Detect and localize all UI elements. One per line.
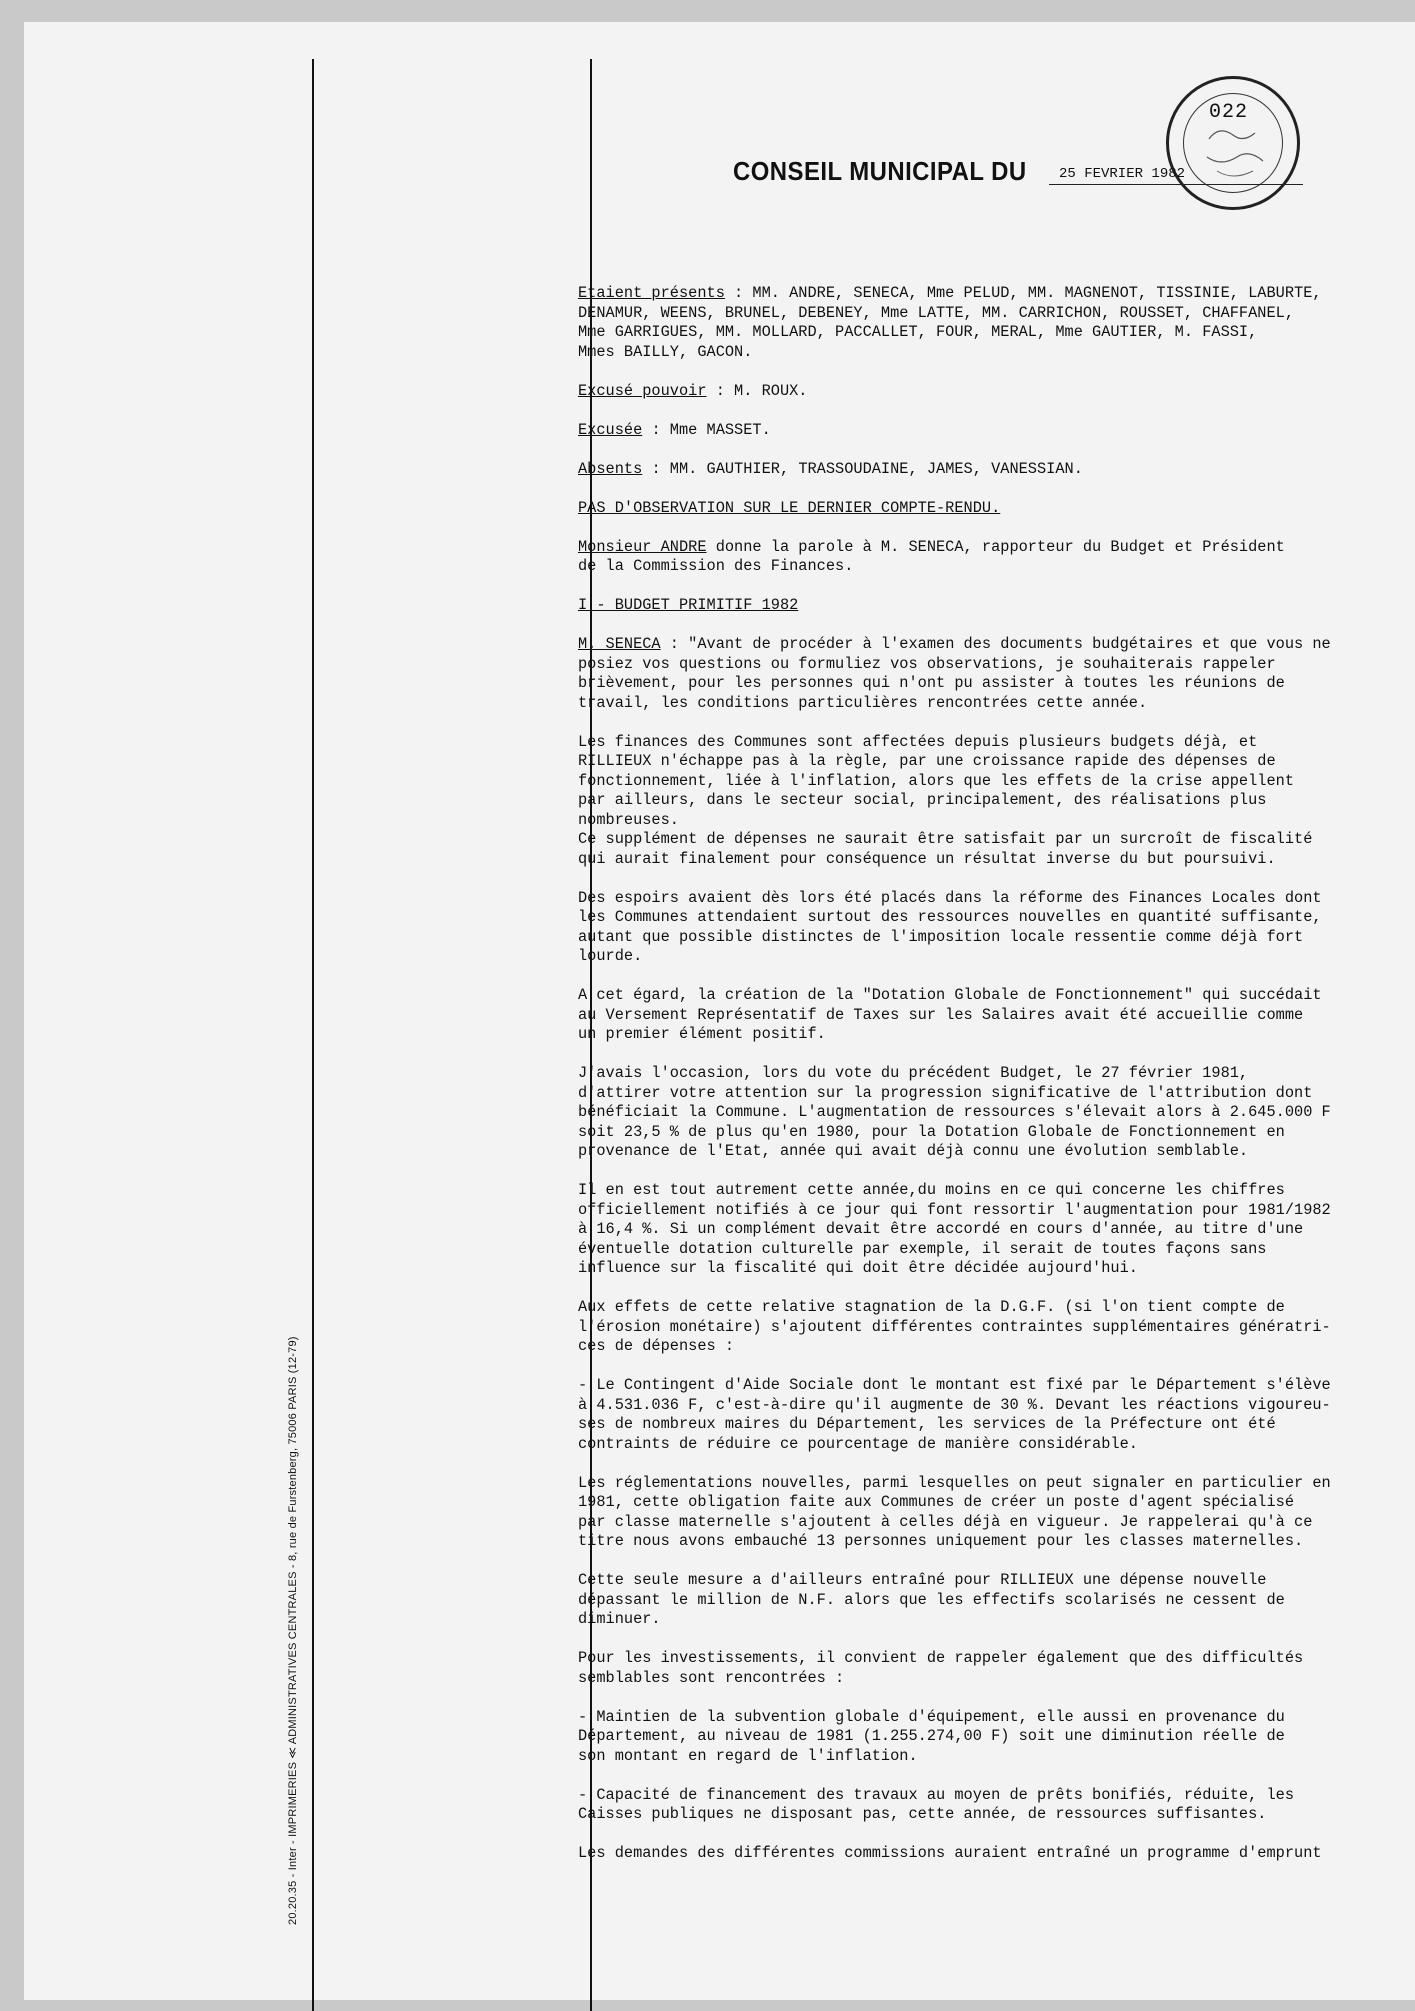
paragraph (578, 538, 1396, 577)
paragraph (578, 1474, 1396, 1552)
paragraph-text: Les réglementations nouvelles, parmi lesquelles on peut signaler en particulier en 1981, cette obligation faite aux Communes de créer un poste d'agent spécialisé par classe maternelle s'ajoutent à celles déjà en vigueur. Je rappelerai qu'à ce titre nous avons embauché 13 personnes uniquement pour les classes maternelles. (578, 1473, 1331, 1550)
paragraph-text: Pour les investissements, il convient de rappeler également que des difficultés semblables sont rencontrées : (578, 1649, 1304, 1687)
minutes-body (578, 284, 1396, 1883)
page-title: CONSEIL MUNICIPAL DU (733, 156, 1027, 186)
paragraph-text: Des espoirs avaient dès lors été placés dans la réforme des Finances Locales dont les Communes attendaient surtout des ressources nouvelles en quantité suffisante, autant que possible distinctes de l'imposition locale ressentie comme déjà fort lourde. (578, 888, 1322, 965)
paragraph-text: Aux effets de cette relative stagnation de la D.G.F. (si l'on tient compte de l'érosion monétaire) s'ajoutent différentes contraintes supplémentaires génératri- ces de dépenses : (578, 1298, 1331, 1355)
stamp-number: 022 (1209, 101, 1249, 124)
paragraph-text: : MM. GAUTHIER, TRASSOUDAINE, JAMES, VANESSIAN. (642, 459, 1083, 478)
paragraph-text: A cet égard, la création de la "Dotation Globale de Fonctionnement" qui succédait au Versement Représentatif de Taxes sur les Salaires avait été accueillie comme un premier élément positif. (578, 986, 1322, 1043)
paragraph-text: : MM. ANDRE, SENECA, Mme PELUD, MM. MAGNENOT, TISSINIE, LABURTE, DENAMUR, WEENS, BRUNEL, DEBENEY, Mme LATTE, MM. CARRICHON, ROUSSET, CHAFFANEL, Mme GARRIGUES, MM. MOLLARD, PACCALLET, FOUR, MERAL, Mme GAUTIER, M. FASSI, Mmes BAILLY, GACON. (578, 284, 1322, 361)
paragraph (578, 1786, 1396, 1825)
paragraph-text: - Maintien de la subvention globale d'équipement, elle aussi en provenance du Département, au niveau de 1981 (1.255.274,00 F) soit une diminution réelle de son montant en regard de l'inflation. (578, 1707, 1285, 1765)
paragraph-lead: Etaient présents (578, 284, 725, 302)
paragraph (578, 1708, 1396, 1767)
paragraph-text: donne la parole à M. SENECA, rapporteur du Budget et Président de la Commission des Finances. (578, 537, 1285, 575)
date-underline (1049, 184, 1303, 185)
paragraph-text: : Mme MASSET. (642, 420, 771, 439)
paragraph-text: : M. ROUX. (706, 381, 808, 400)
paragraph-text: J'avais l'occasion, lors du vote du précédent Budget, le 27 février 1981, d'attirer votre attention sur la progression significative de l'attribution dont bénéficiait la Commune. L'augmentation de ressources s'élevait alors à 2.645.000 F soit 23,5 % de plus qu'en 1980, pour la Dotation Globale de Fonctionnement en provenance de l'Etat, année qui avait déjà connu une évolution semblable. (578, 1064, 1331, 1160)
paragraph (578, 1181, 1396, 1279)
paragraph-text: : "Avant de procéder à l'examen des documents budgétaires et que vous ne posiez vos questions ou formuliez vos observations, je souhaiterais rappeler brièvement, pour les personnes qui n'ont pu assister à toutes les réunions de travail, les conditions particulières rencontrées cette année. (578, 635, 1331, 712)
printer-imprint: 20.20.35 - Inter - IMPRIMERIES ≪ ADMINISTRATIVES CENTRALES - 8, rue de Furstenberg, 75006 PARIS (12-79) (287, 1336, 299, 1925)
paragraph (578, 382, 1396, 402)
paragraph-lead: I - BUDGET PRIMITIF 1982 (578, 596, 799, 614)
paragraph (578, 1649, 1396, 1688)
paragraph (578, 499, 1396, 519)
paragraph-text: Les finances des Communes sont affectées depuis plusieurs budgets déjà, et RILLIEUX n'échappe pas à la règle, par une croissance rapide des dépenses de fonctionnement, liée à l'inflation, alors que les effets de la crise appellent par ailleurs, dans le secteur social, principalement, des réalisations plus nombreuses. Ce supplément de dépenses ne saurait être satisfait par un surcroît de fiscalité qui aurait finalement pour conséquence un résultat inverse du but poursuivi. (578, 732, 1313, 868)
document-header (733, 156, 1303, 196)
paragraph (578, 1298, 1396, 1357)
paragraph (578, 1571, 1396, 1630)
paragraph-lead: Excusé pouvoir (578, 381, 707, 400)
paragraph-lead: Absents (578, 459, 643, 478)
paragraph-lead: Monsieur ANDRE (578, 537, 707, 556)
paragraph-text: - Capacité de financement des travaux au moyen de prêts bonifiés, réduite, les Caisses publiques ne disposant pas, cette année, de ressources suffisantes. (578, 1785, 1295, 1823)
paragraph (578, 635, 1396, 713)
paragraph (578, 986, 1396, 1045)
paragraph (578, 460, 1396, 480)
paragraph (578, 1064, 1396, 1162)
paragraph (578, 1376, 1396, 1454)
paragraph (578, 733, 1396, 870)
paragraph-text: - Le Contingent d'Aide Sociale dont le montant est fixé par le Département s'élève à 4.531.036 F, c'est-à-dire qu'il augmente de 30 %. Devant les réactions vigoureu- ses de nombreux maires du Département, les services de la Préfecture ont été contraints de réduire ce pourcentage de manière considérable. (578, 1376, 1331, 1453)
paragraph-lead: M. SENECA (578, 635, 661, 653)
paragraph (578, 889, 1396, 967)
paragraph (578, 284, 1396, 362)
left-margin-rule (312, 59, 314, 2011)
paragraph (578, 596, 1396, 616)
paragraph (578, 1844, 1396, 1864)
paragraph-text: Il en est tout autrement cette année,du moins en ce qui concerne les chiffres officiellement notifiés à ce jour qui font ressortir l'augmentation pour 1981/1982 à 16,4 %. Si un complément devait être accordé en cours d'année, au titre d'une éventuelle dotation culturelle par exemple, il serait de toutes façons sans influence sur la fiscalité qui doit être décidée aujourd'hui. (578, 1181, 1331, 1277)
paragraph (578, 421, 1396, 441)
meeting-date: 25 FEVRIER 1982 (1059, 166, 1186, 182)
paragraph-text: Les demandes des différentes commissions auraient entraîné un programme d'emprunt (578, 1844, 1322, 1862)
paragraph-text: Cette seule mesure a d'ailleurs entraîné pour RILLIEUX une dépense nouvelle dépassant le million de N.F. alors que les effectifs scolarisés ne cessent de diminuer. (578, 1571, 1285, 1628)
paragraph-lead: Excusée (578, 420, 643, 439)
paragraph-lead: PAS D'OBSERVATION SUR LE DERNIER COMPTE-RENDU. (578, 498, 1001, 517)
